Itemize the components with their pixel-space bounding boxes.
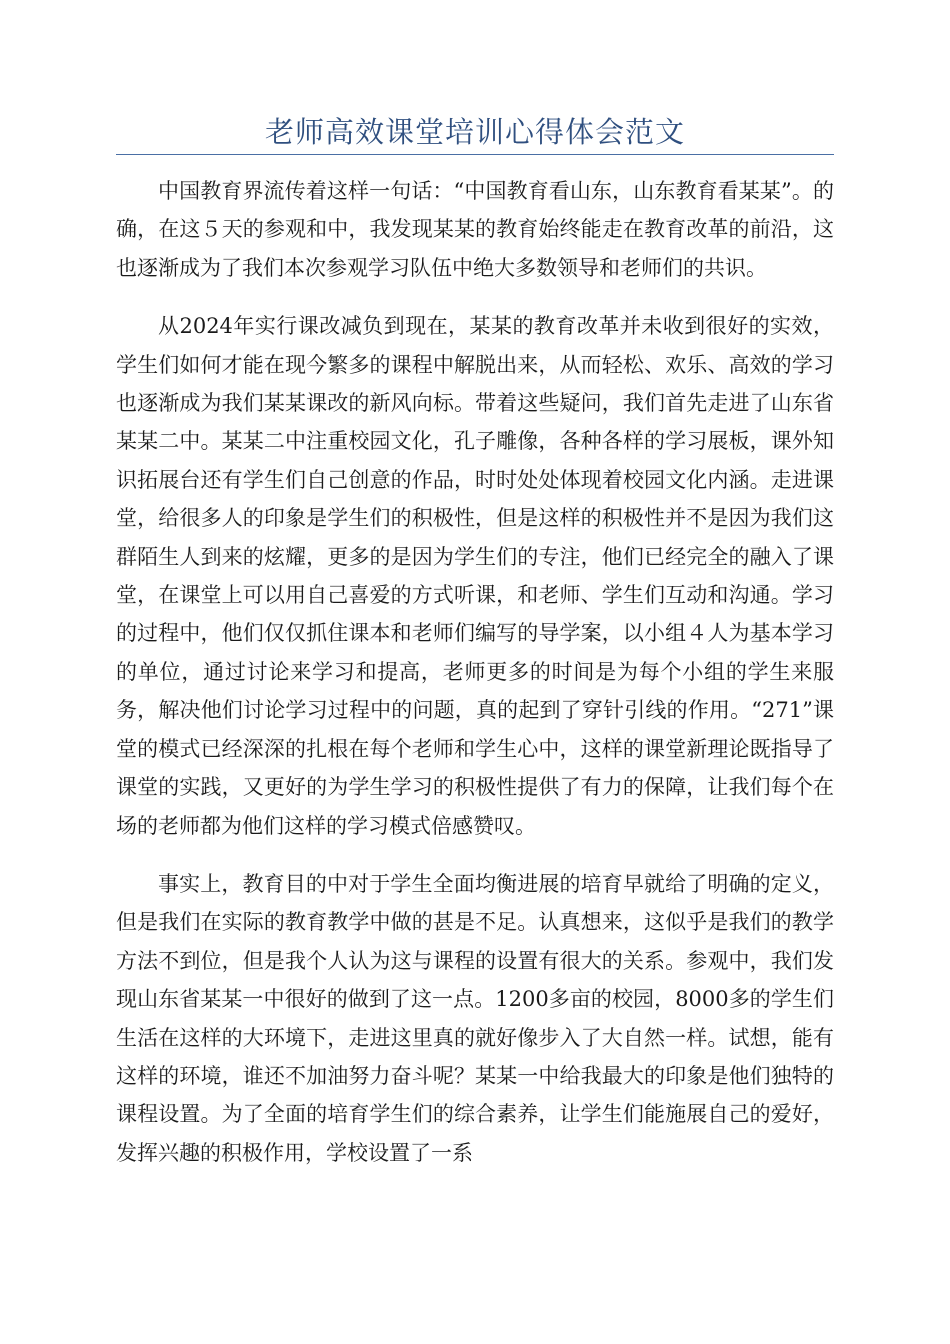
- title-underline: [116, 154, 834, 155]
- document-body: [116, 172, 834, 1192]
- paragraph-3: 事实上，教育目的中对于学生全面均衡进展的培育早就给了明确的定义，但是我们在实际的教育教学中做的甚是不足。认真想来，这似乎是我们的教学方法不到位，但是我个人认为这与课程的设置有很大的关系。参观中，我们发现山东省某某一中很好的做到了这一点。1200多亩的校园，8000多的学生们生活在这样的大环境下，走进这里真的就好像步入了大自然一样。试想，能有这样的环境，谁还不加油努力奋斗呢？某某一中给我最大的印象是他们独特的课程设置。为了全面的培育学生们的综合素养，让学生们能施展自己的爱好，发挥兴趣的积极作用，学校设置了一系: [116, 871, 834, 1165]
- paragraph-1: 中国教育界流传着这样一句话：“中国教育看山东，山东教育看某某”。的确，在这５天的参观和中，我发现某某的教育始终能走在教育改革的前沿，这也逐渐成为了我们本次参观学习队伍中绝大多数领导和老师们的共识。: [116, 179, 834, 280]
- paragraph-2: 从2024年实行课改减负到现在，某某的教育改革并未收到很好的实效，学生们如何才能在现今繁多的课程中解脱出来，从而轻松、欢乐、高效的学习也逐渐成为我们某某课改的新风向标。带着这些疑问，我们首先走进了山东省某某二中。某某二中注重校园文化，孔子雕像，各种各样的学习展板，课外知识拓展台还有学生们自己创意的作品，时时处处体现着校园文化内涵。走进课堂，给很多人的印象是学生们的积极性，但是这样的积极性并不是因为我们这群陌生人到来的炫耀，更多的是因为学生们的专注，他们已经完全的融入了课堂，在课堂上可以用自己喜爱的方式听课，和老师、学生们互动和沟通。学习的过程中，他们仅仅抓住课本和老师们编写的导学案，以小组４人为基本学习的单位，通过讨论来学习和提高，老师更多的时间是为每个小组的学生来服务，解决他们讨论学习过程中的问题，真的起到了穿针引线的作用。“271”课堂的模式已经深深的扎根在每个老师和学生心中，这样的课堂新理论既指导了课堂的实践，又更好的为学生学习的积极性提供了有力的保障，让我们每个在场的老师都为他们这样的学习模式倍感赞叹。: [116, 314, 834, 838]
- document-title: 老师高效课堂培训心得体会范文: [264, 115, 685, 149]
